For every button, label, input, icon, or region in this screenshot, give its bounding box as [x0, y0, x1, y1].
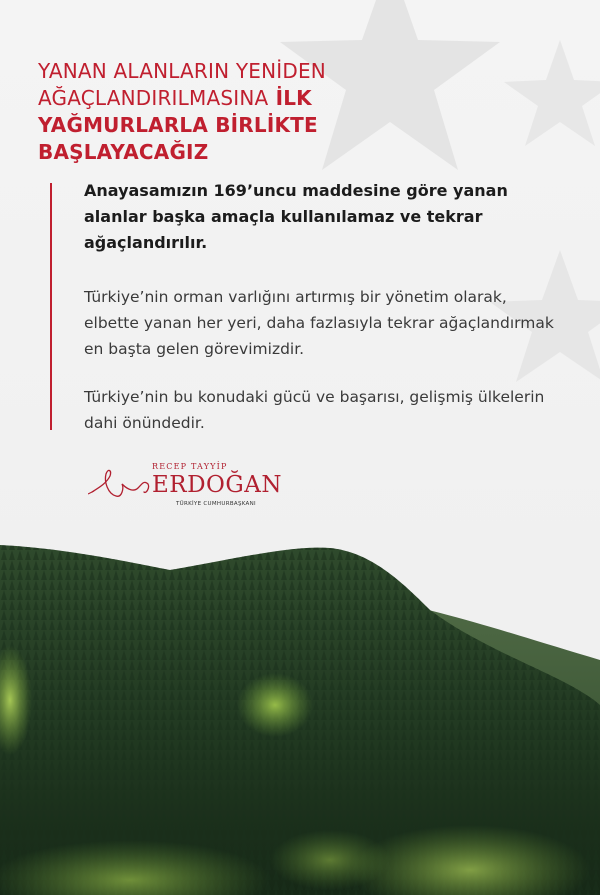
- signature-first-names: RECEP TAYYİP: [152, 462, 228, 471]
- headline-line-3: YAĞMURLARLA BİRLİKTE: [38, 113, 318, 137]
- headline-line-2: AĞAÇLANDIRILMASINA: [38, 86, 269, 110]
- sunlit-trees-patch: [237, 673, 313, 737]
- body-paragraph-1: Türkiye’nin orman varlığını artırmış bir yönetim olarak, elbette yanan her yeri, daha fazlasıyla tekrar ağaçlandırmak en başta gelen görevimizdir.: [84, 288, 554, 358]
- foreground-foliage-mid: [270, 830, 390, 890]
- signature-title: TÜRKİYE CUMHURBAŞKANI: [176, 501, 256, 507]
- headline-line-2-bold: İLK: [275, 86, 312, 110]
- body-paragraph-2: Türkiye’nin bu konudaki gücü ve başarısı, gelişmiş ülkelerin dahi önündedir.: [84, 388, 545, 432]
- headline: [38, 58, 398, 166]
- headline-line-4: BAŞLAYACAĞIZ: [38, 140, 209, 164]
- signature-surname: ERDOĞAN: [152, 472, 283, 498]
- headline-line-1: YANAN ALANLARIN YENİDEN: [38, 59, 326, 83]
- lead-paragraph: Anayasamızın 169’uncu maddesine göre yanan alanlar başka amaçla kullanılamaz ve tekrar ağaçlandırılır.: [84, 181, 508, 252]
- accent-divider: [50, 183, 52, 430]
